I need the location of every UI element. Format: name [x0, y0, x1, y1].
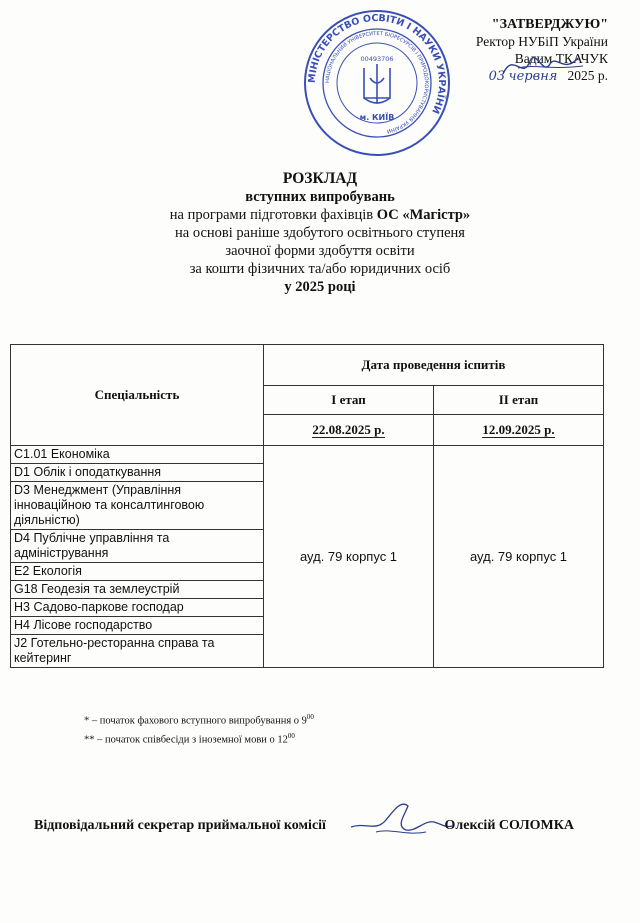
room-stage-1: ауд. 79 корпус 1	[264, 446, 434, 668]
seal-inner-text: НАЦІОНАЛЬНИЙ УНІВЕРСИТЕТ БІОРЕСУРСІВ І ПРИРОДОКОРИСТУВАННЯ УКРАЇНИ	[324, 30, 430, 134]
title-line-7: у 2025 році	[284, 279, 356, 295]
footer-position: Відповідальний секретар приймальної комісії	[34, 818, 326, 833]
approval-year: 2025 р.	[567, 68, 608, 83]
room-stage-2: ауд. 79 корпус 1	[434, 446, 604, 668]
seal-city: м. КИЇВ	[359, 113, 395, 122]
title-line-3	[0, 206, 640, 224]
title-line-4: на основі раніше здобутого освітнього ступеня	[175, 225, 465, 241]
secretary-signature	[346, 792, 456, 842]
footnotes	[84, 710, 314, 747]
header-date-2	[434, 415, 604, 446]
table-row: D1 Облік і оподаткування	[11, 464, 264, 482]
footnote-2-sup: 00	[287, 731, 295, 740]
footnote-2	[84, 729, 314, 748]
header-specialty: Спеціальність	[11, 345, 264, 446]
header-date-1	[264, 415, 434, 446]
approval-month: червня	[508, 69, 558, 84]
table-row: Е2 Екологія	[11, 563, 264, 581]
table-row: D3 Менеджмент (Управління інноваційною та консалтинговою діяльністю)	[11, 482, 264, 530]
table-row: Н4 Лісове господарство	[11, 617, 264, 635]
table-row: С1.01 Економіка	[11, 446, 264, 464]
approval-position: Ректор НУБіП України	[475, 34, 608, 49]
approval-name: Вадим ТКАЧУК	[514, 51, 608, 66]
seal-code: 00493706	[360, 55, 394, 63]
header-stage-1: І етап	[264, 386, 434, 415]
document-title	[0, 170, 640, 296]
title-line-3-degree: ОС «Магістр»	[376, 207, 471, 223]
trident-icon	[364, 64, 390, 103]
title-line-3-prefix: на програми підготовки фахівців	[169, 207, 377, 223]
date-1-text: 22.08.2025 р.	[312, 422, 385, 437]
date-2-text: 12.09.2025 р.	[482, 422, 555, 437]
title-line-5: заочної форми здобуття освіти	[225, 243, 415, 259]
footer	[34, 818, 594, 834]
title-line-1: РОЗКЛАД	[282, 170, 358, 187]
footnote-1-sup: 00	[306, 713, 314, 721]
title-line-2: вступних випробувань	[245, 189, 395, 205]
table-row: J2 Готельно-ресторанна справа та кейтеринг	[11, 635, 264, 668]
rector-signature	[498, 46, 588, 86]
header-stage-2: ІІ етап	[434, 386, 604, 415]
footer-name: Олексій СОЛОМКА	[444, 818, 574, 833]
title-line-6: за кошти фізичних та/або юридичних осіб	[189, 261, 451, 277]
footnote-1-text: * – початок фахового вступного випробування о 9	[84, 715, 307, 727]
footnote-1	[84, 710, 314, 729]
footnote-2-text: ** – початок співбесіди з іноземної мови о 12	[84, 734, 288, 745]
approval-heading: "ЗАТВЕРДЖУЮ"	[491, 17, 608, 32]
header-dates: Дата проведення іспитів	[264, 345, 604, 386]
seal-outer-text: МІНІСТЕРСТВО ОСВІТИ І НАУКИ УКРАЇНИ	[306, 12, 448, 116]
table-row: D4 Публічне управління та адміністрування	[11, 530, 264, 563]
table-row: Н3 Садово-паркове господар	[11, 599, 264, 617]
approval-day: 03	[488, 69, 506, 84]
table-row: G18 Геодезія та землеустрій	[11, 581, 264, 599]
schedule-table	[10, 344, 604, 668]
